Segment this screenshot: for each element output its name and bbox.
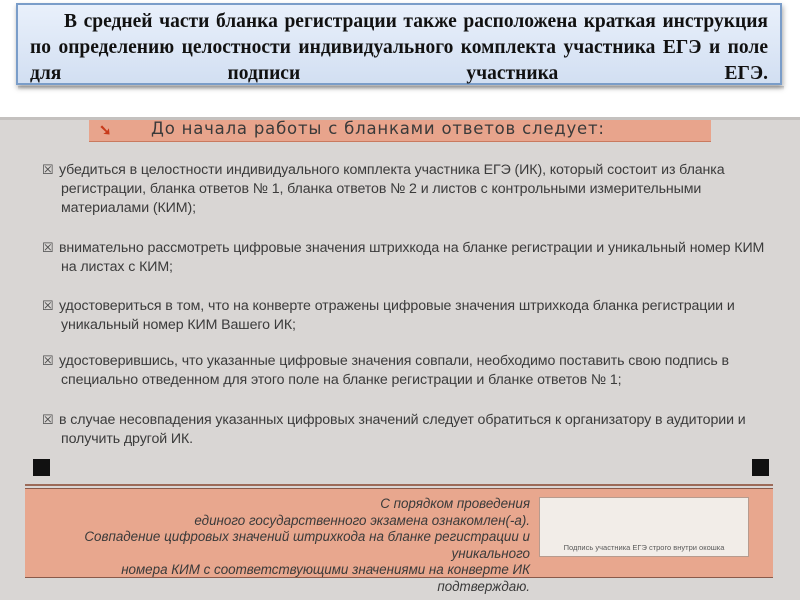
instruction-text: удостовериться в том, что на конверте отражены цифровые значения штрихкода бланка регистрации и: [59, 298, 735, 314]
instruction-text: на листах с КИМ;: [61, 259, 173, 275]
instruction-text: удостоверившись, что указанные цифровые значения совпали, необходимо поставить свою подпись в: [59, 353, 729, 369]
signature-caption: Подпись участника ЕГЭ строго внутри окошка: [563, 543, 725, 552]
checkbox-cross-icon: ☒: [42, 240, 54, 255]
checkbox-cross-icon: ☒: [42, 162, 54, 177]
instruction-text: внимательно рассмотреть цифровые значения штрихкода на бланке регистрации и уникальный номер КИМ: [59, 240, 765, 256]
banner-title: До начала работы с бланками ответов следует:: [151, 119, 605, 138]
confirmation-line: Совпадение цифровых значений штрихкода на бланке регистрации и уникального: [84, 529, 530, 561]
instruction-item-2: [42, 238, 782, 277]
instruction-item-1: [42, 160, 782, 218]
checkbox-cross-icon: ☒: [42, 412, 54, 427]
instruction-item-5: [42, 410, 782, 449]
confirmation-line: номера КИМ с соответствующими значениями на конверте ИК подтверждаю.: [121, 562, 530, 594]
header-shadow: [18, 86, 784, 90]
instruction-text: материалами (КИМ);: [61, 200, 196, 216]
instruction-text: уникальный номер КИМ Вашего ИК;: [61, 317, 296, 333]
instruction-item-3: [42, 296, 782, 335]
signature-panel: [25, 488, 773, 594]
instruction-text: получить другой ИК.: [61, 431, 194, 447]
panel-divider: [25, 484, 773, 486]
confirmation-line: единого государственного экзамена ознакомлен(-а).: [194, 512, 530, 528]
alignment-marker-right: [752, 459, 769, 476]
arrow-down-right-icon: ➘: [99, 122, 112, 139]
instruction-text: регистрации, бланка ответов № 1, бланка ответов № 2 и листов с контрольными измерительными: [61, 181, 702, 197]
slide-header: В средней части бланка регистрации также расположена краткая инструкция по определению целостности индивидуального комплекта участника ЕГЭ и поле для подписи участника ЕГЭ.: [16, 3, 782, 85]
instruction-item-4: [42, 351, 782, 390]
alignment-marker-left: [33, 459, 50, 476]
confirmation-text: [25, 496, 530, 595]
instruction-text: специально отведенном для этого поле на бланке регистрации и бланке ответов № 1;: [61, 372, 622, 388]
confirmation-line: С порядком проведения: [380, 496, 530, 511]
signature-field[interactable]: [539, 497, 749, 557]
checkbox-cross-icon: ☒: [42, 298, 54, 313]
instruction-text: в случае несовпадения указанных цифровых значений следует обратиться к организатору в аудитории и: [59, 412, 746, 428]
instruction-banner: [89, 120, 711, 142]
checkbox-cross-icon: ☒: [42, 353, 54, 368]
instruction-text: убедиться в целостности индивидуального комплекта участника ЕГЭ (ИК), который состоит из бланка: [59, 162, 725, 178]
